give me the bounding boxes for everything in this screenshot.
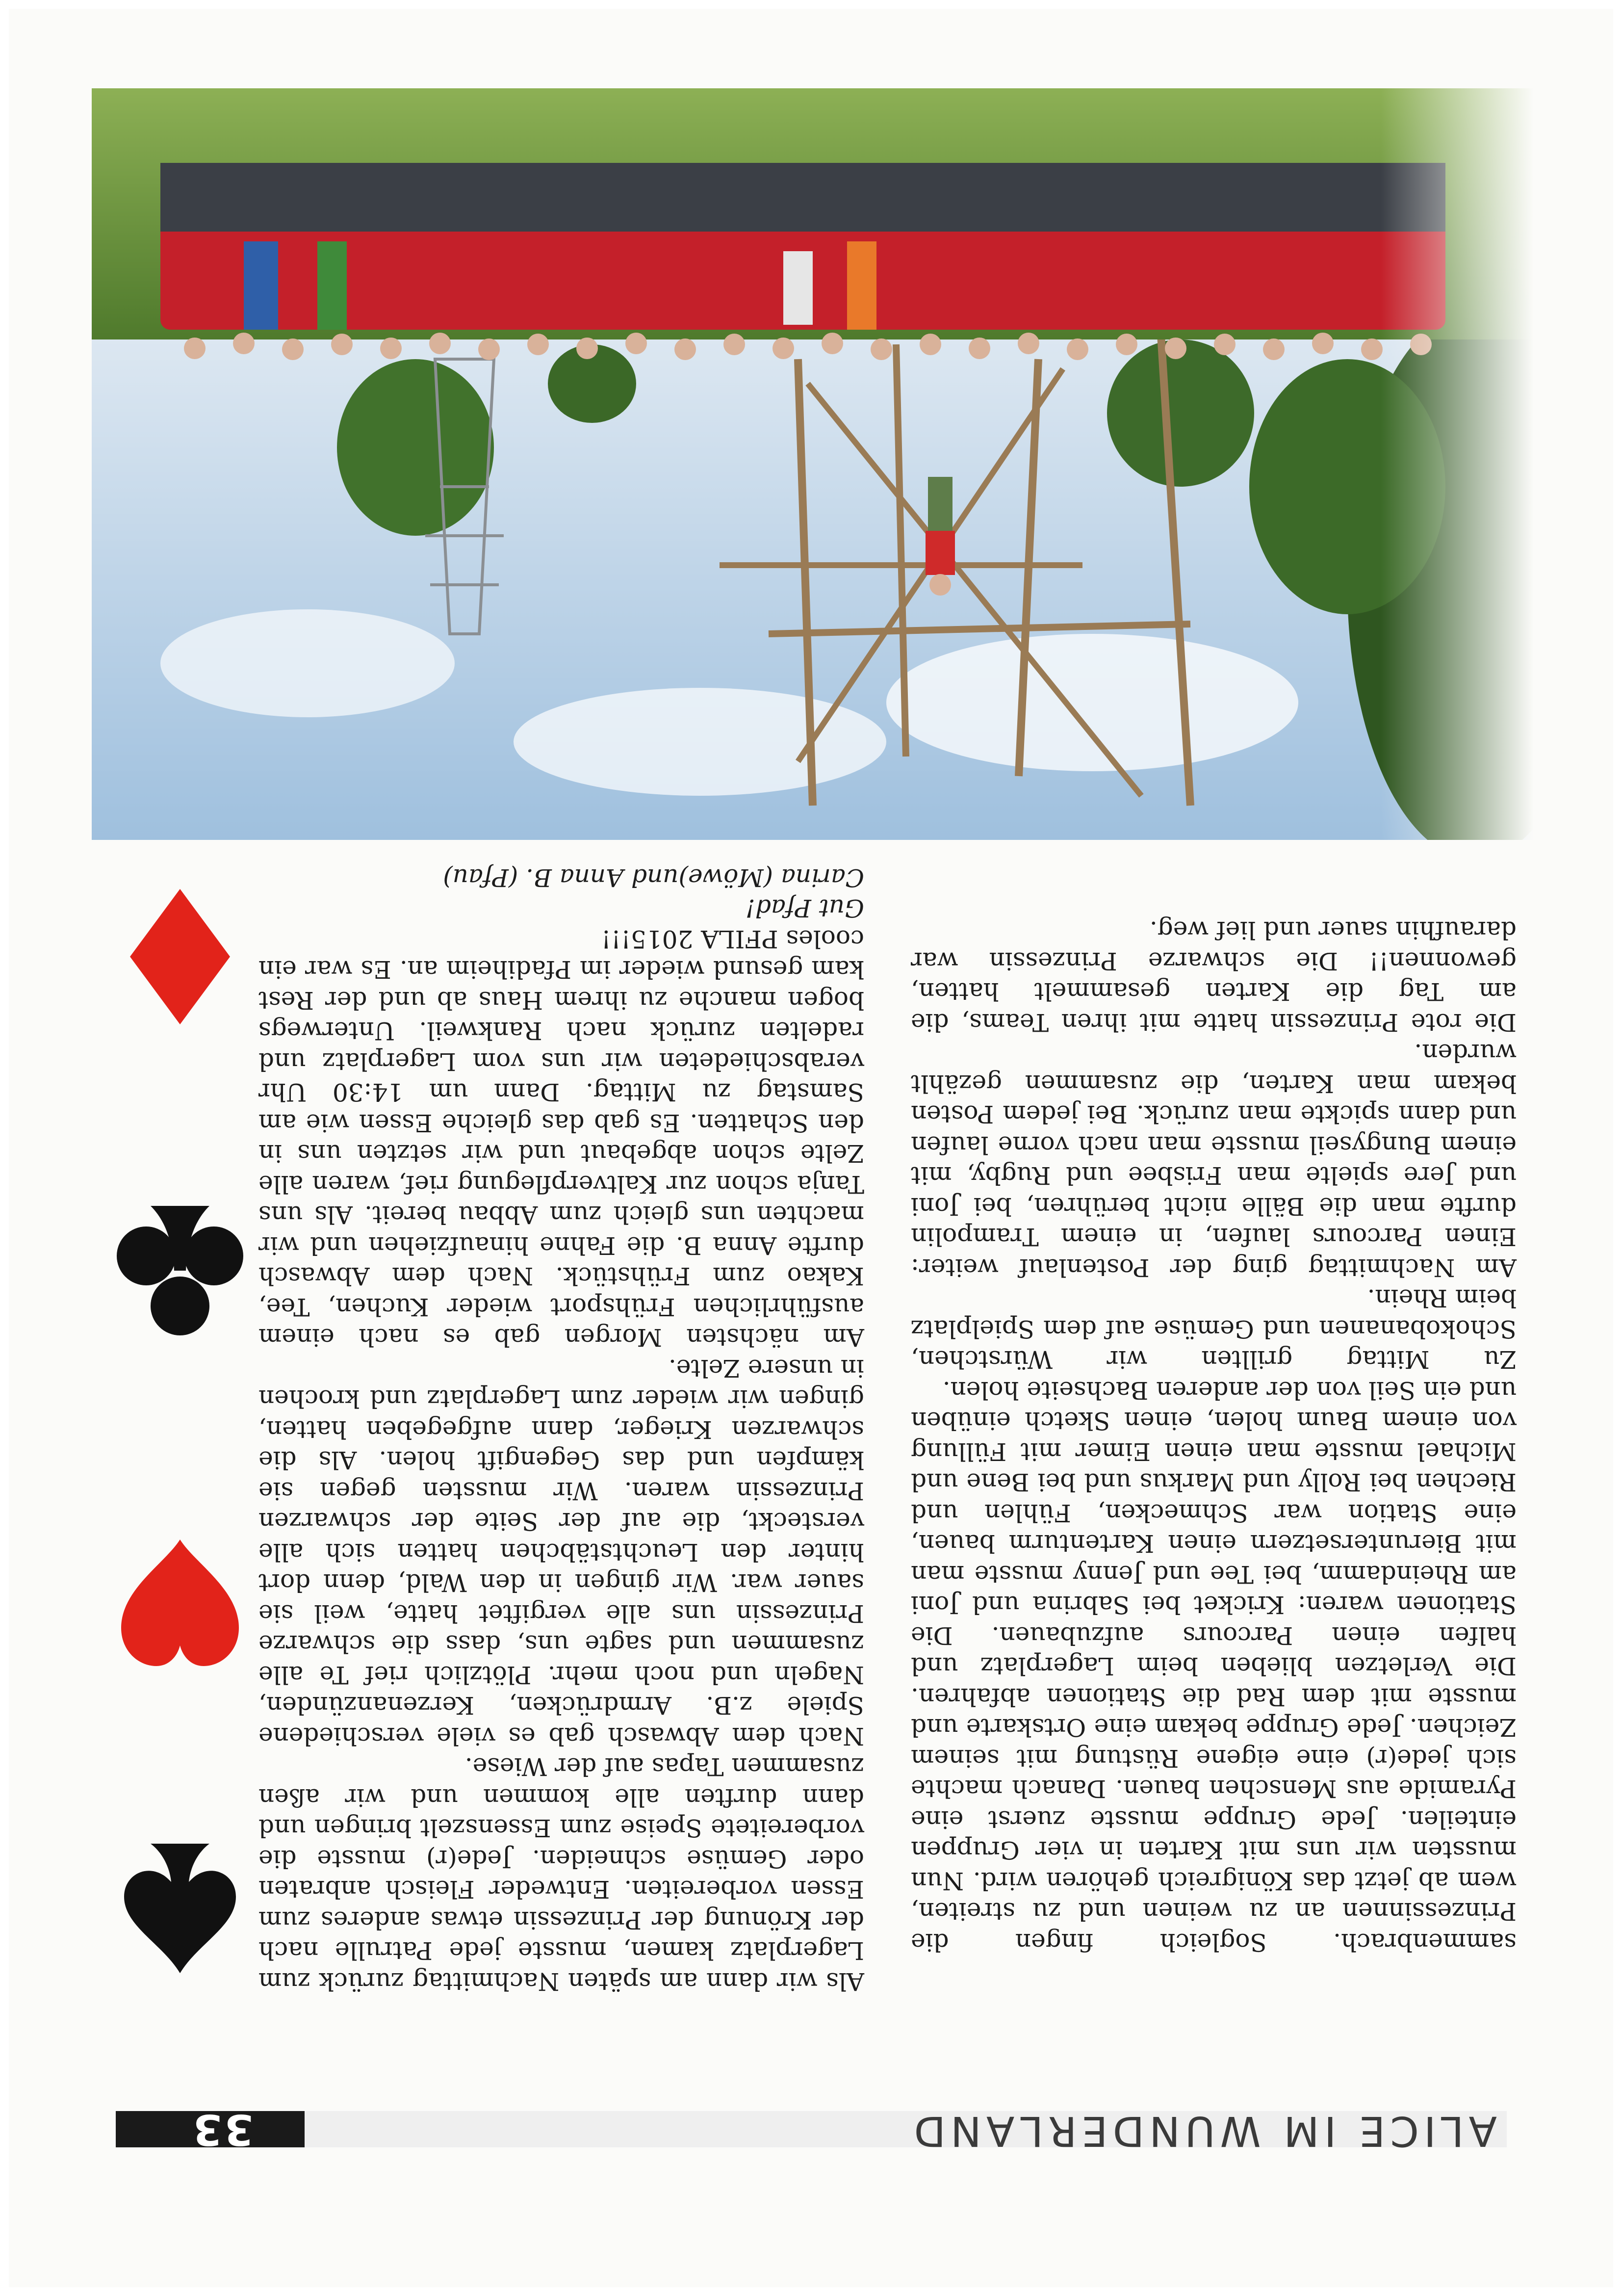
- paragraph: sammenbrach. Sogleich fingen die Prinzessinnen an zu weinen und zu streiten, wem ab jetzt das Königreich gehören wird. Nun mussten wir uns mit Karten in vier Gruppen einteilen. Jede Gruppe musste zuerst eine Pyramide aus Menschen bauen. Danach machte sich jede(r) eine eigene Rüstung mit seinem Zeichen. Jede Gruppe bekam eine Ortskarte und musste mit dem Rad die Stationen abfahren. Die Verletzen blieben beim Lagerplatz und halfen einen Parcours aufzubauen. Die Stationen waren: Kricket bei Sabrina und Joni am Rheindamm, bei Tee und Jenny musste man mit Bieruntersetzern einen Kartenturm bauen, eine Station war Schmecken, Fühlen und Riechen bei Rolly und Markus und bei Bene und Michael musste man einen Eimer mit Füllung von einem Baum holen, einen Sketch einüben und ein Seil von der anderen Bachseite holen.: [911, 1376, 1517, 1957]
- left-text-column: [911, 915, 1517, 1957]
- greeting: Gut Pfad!: [745, 894, 864, 923]
- diamond-icon: [106, 883, 254, 1030]
- spade-icon: [106, 1835, 254, 1982]
- paragraph: Am Nachmittag ging der Postenlauf weiter: Einen Parcours laufen, in einem Trampolin durfte man die Bälle nicht berühren, bei Joni und Jere spielte man Frisbee und Rugby, mit einem Bungyseil musste man nach vorne laufen und dann spickte man zurück. Bei jedem Posten bekam man Karten, die zusammen gezählt wurden.: [911, 1039, 1517, 1282]
- paragraph: Als wir dann am späten Nachmittag zurück zum Lagerplatz kamen, musste jede Patrulle nach der Krönung der Prinzessin etwas anderes zum Essen vorbereiten. Entweder Fleisch anbraten oder Gemüse schneiden. Jede(r) musste die vorbereitete Speise zum Essenszelt bringen und dann durften alle kommen und wir aßen zusammen Tapas auf der Wiese.: [258, 1752, 864, 1996]
- card-suits: [106, 746, 254, 1982]
- authors: Carina (Möwe)und Anna B. (Pfau): [443, 863, 864, 892]
- group-photo: [92, 88, 1534, 840]
- right-text-column: [258, 862, 864, 1997]
- heart-icon: [106, 1531, 254, 1678]
- paragraph: Zu Mittag grillten wir Würstchen, Schokobananen und Gemüse auf dem Spielplatz beim Rhein.: [911, 1284, 1517, 1374]
- paragraph: Am nächsten Morgen gab es nach einem ausführlichen Frühsport wieder Kuchen, Tee, Kakao zum Frühstück. Nach dem Abwasch durfte Anna B. die Fahne hinaufziehen und wir machten uns gleich zum Abbau bereit. Als uns Tanja schon zur Kaltverpflegung rief, waren alle Zelte schon abgebaut und wir setzten uns in den Schatten. Es gab das gleiche Essen wie am Samstag zu Mittag. Dann um 14:30 Uhr verabschiedeten wir uns vom Lagerplatz und radelten zurück nach Rankweil. Unterwegs bogen manche zu ihrem Haus ab und der Rest kam gesund wieder im Pfadiheim an. Es war ein cooles PFILA 2015!!!: [258, 925, 864, 1352]
- page-title: ALICE IM WUNDERLAND: [909, 2107, 1497, 2155]
- paragraph: Die rote Prinzessin hatte mit ihren Teams, die am Tag die Karten gesammelt hatten, gewonnen!! Die schwarze Prinzessin war daraufhin sauer und lief weg.: [911, 916, 1517, 1037]
- page-number: 33: [191, 2105, 254, 2154]
- paragraph: Nach dem Abwasch gab es viele verschiedene Spiele z.B. Armdrücken, Kerzenanzünden, Nageln und noch mehr. Plötzlich rief Te alle zusammen und sagte uns, dass die schwarze Prinzessin uns alle vergiftet hatte, weil sie sauer war. Wir gingen in den Wald, denn dort hinter den Leuchtstäbchen hatten sich alle versteckt, die auf der Seite der schwarzen Prinzessin waren. Wir mussten gegen sie kämpfen und das Gegengift holen. Als die schwarzen Krieger, dann aufgegeben hatten, gingen wir wieder zum Lagerplatz und krochen in unsere Zelte.: [258, 1354, 864, 1750]
- club-icon: [106, 1197, 254, 1344]
